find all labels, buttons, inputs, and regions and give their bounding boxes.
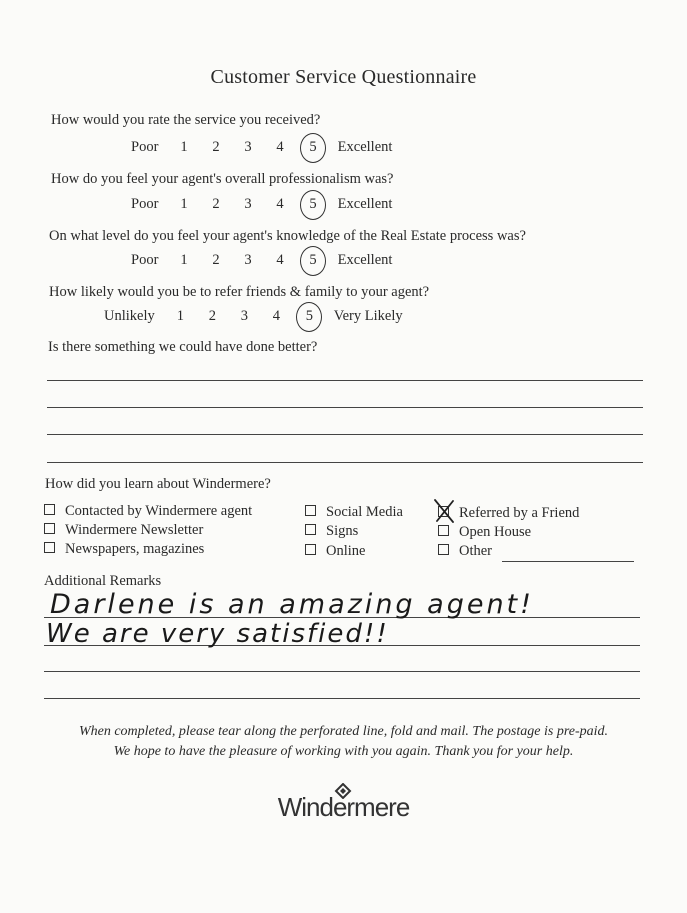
rating-4[interactable]: 4 bbox=[276, 139, 284, 155]
question-2-scale[interactable] bbox=[131, 190, 392, 220]
question-3-scale[interactable] bbox=[131, 246, 392, 276]
checkbox-referred-by-friend[interactable] bbox=[438, 505, 579, 522]
checkbox-label: Contacted by Windermere agent bbox=[65, 503, 253, 519]
scale-low-label: Unlikely bbox=[104, 308, 155, 324]
rating-1[interactable]: 1 bbox=[180, 252, 188, 268]
rating-4[interactable]: 4 bbox=[272, 308, 280, 324]
rating-1[interactable]: 1 bbox=[180, 196, 188, 212]
rating-3[interactable]: 3 bbox=[244, 252, 252, 268]
checkbox-contacted-by-agent[interactable] bbox=[44, 503, 252, 520]
windermere-logo-text: Windermere bbox=[277, 792, 410, 822]
scale-high-label: Excellent bbox=[337, 139, 393, 155]
checkbox-label: Online bbox=[326, 543, 366, 559]
rating-2[interactable]: 2 bbox=[212, 139, 220, 155]
checkbox-label: Newspapers, magazines bbox=[65, 541, 205, 557]
checked-x-icon bbox=[438, 506, 449, 517]
checkbox-label: Signs bbox=[326, 523, 359, 539]
rating-4[interactable]: 4 bbox=[276, 252, 284, 268]
scale-low-label: Poor bbox=[131, 196, 159, 212]
rating-5-selected[interactable]: 5 bbox=[296, 302, 322, 332]
learn-question: How did you learn about Windermere? bbox=[45, 476, 271, 492]
footer-thanks: We hope to have the pleasure of working with you again. Thank you for your help. bbox=[113, 744, 574, 759]
footer-instructions: When completed, please tear along the perforated line, fold and mail. The postage is pre-paid. bbox=[78, 724, 609, 739]
answer-line-1[interactable] bbox=[47, 380, 643, 381]
rating-2[interactable]: 2 bbox=[212, 196, 220, 212]
answer-line-4[interactable] bbox=[47, 462, 643, 463]
checkbox-signs[interactable] bbox=[305, 523, 358, 540]
checkbox-label: Windermere Newsletter bbox=[65, 522, 204, 538]
checkbox-icon bbox=[305, 544, 316, 555]
checkbox-icon bbox=[44, 542, 55, 553]
rating-3[interactable]: 3 bbox=[244, 196, 252, 212]
rating-4[interactable]: 4 bbox=[276, 196, 284, 212]
other-input-line[interactable] bbox=[502, 561, 634, 562]
question-4-scale[interactable] bbox=[104, 302, 403, 332]
checkbox-label: Social Media bbox=[326, 504, 403, 520]
checkbox-social-media[interactable] bbox=[305, 504, 403, 521]
question-1-scale[interactable] bbox=[131, 133, 392, 163]
checkbox-other[interactable] bbox=[438, 543, 492, 560]
checkbox-open-house[interactable] bbox=[438, 524, 531, 541]
checkbox-online[interactable] bbox=[305, 543, 365, 560]
checkbox-icon bbox=[438, 544, 449, 555]
checkbox-newsletter[interactable] bbox=[44, 522, 203, 539]
checkbox-icon bbox=[305, 524, 316, 535]
rating-2[interactable]: 2 bbox=[208, 308, 216, 324]
checkbox-label: Referred by a Friend bbox=[459, 505, 580, 521]
rating-5-selected[interactable]: 5 bbox=[300, 246, 326, 276]
rating-1[interactable]: 1 bbox=[176, 308, 184, 324]
checkbox-icon bbox=[44, 523, 55, 534]
checkbox-icon bbox=[44, 504, 55, 515]
remarks-line-3[interactable] bbox=[44, 671, 640, 672]
checkbox-label: Other bbox=[459, 543, 493, 559]
handwritten-remark-2: We are very satisfied!! bbox=[46, 619, 389, 649]
remarks-label: Additional Remarks bbox=[44, 573, 162, 589]
question-2-text: How do you feel your agent's overall professionalism was? bbox=[51, 171, 394, 187]
rating-1[interactable]: 1 bbox=[180, 139, 188, 155]
question-1-text: How would you rate the service you received? bbox=[51, 112, 321, 128]
page-title: Customer Service Questionnaire bbox=[210, 66, 477, 88]
checkbox-icon bbox=[438, 525, 449, 536]
scale-high-label: Very Likely bbox=[333, 308, 403, 324]
checkbox-label: Open House bbox=[459, 524, 532, 540]
scale-high-label: Excellent bbox=[337, 252, 393, 268]
scale-high-label: Excellent bbox=[337, 196, 393, 212]
answer-line-2[interactable] bbox=[47, 407, 643, 408]
scale-low-label: Poor bbox=[131, 139, 159, 155]
checkbox-icon bbox=[305, 505, 316, 516]
rating-5-selected[interactable]: 5 bbox=[300, 190, 326, 220]
improvement-question: Is there something we could have done better? bbox=[48, 339, 318, 355]
handwritten-remark-1: Darlene is an amazing agent! bbox=[50, 589, 534, 620]
answer-line-3[interactable] bbox=[47, 434, 643, 435]
rating-5-selected[interactable]: 5 bbox=[300, 133, 326, 163]
checkbox-newspapers[interactable] bbox=[44, 541, 204, 558]
question-4-text: How likely would you be to refer friends & family to your agent? bbox=[49, 284, 430, 300]
remarks-line-4[interactable] bbox=[44, 698, 640, 699]
rating-2[interactable]: 2 bbox=[212, 252, 220, 268]
rating-3[interactable]: 3 bbox=[244, 139, 252, 155]
scale-low-label: Poor bbox=[131, 252, 159, 268]
rating-3[interactable]: 3 bbox=[240, 308, 248, 324]
question-3-text: On what level do you feel your agent's knowledge of the Real Estate process was? bbox=[49, 228, 526, 244]
